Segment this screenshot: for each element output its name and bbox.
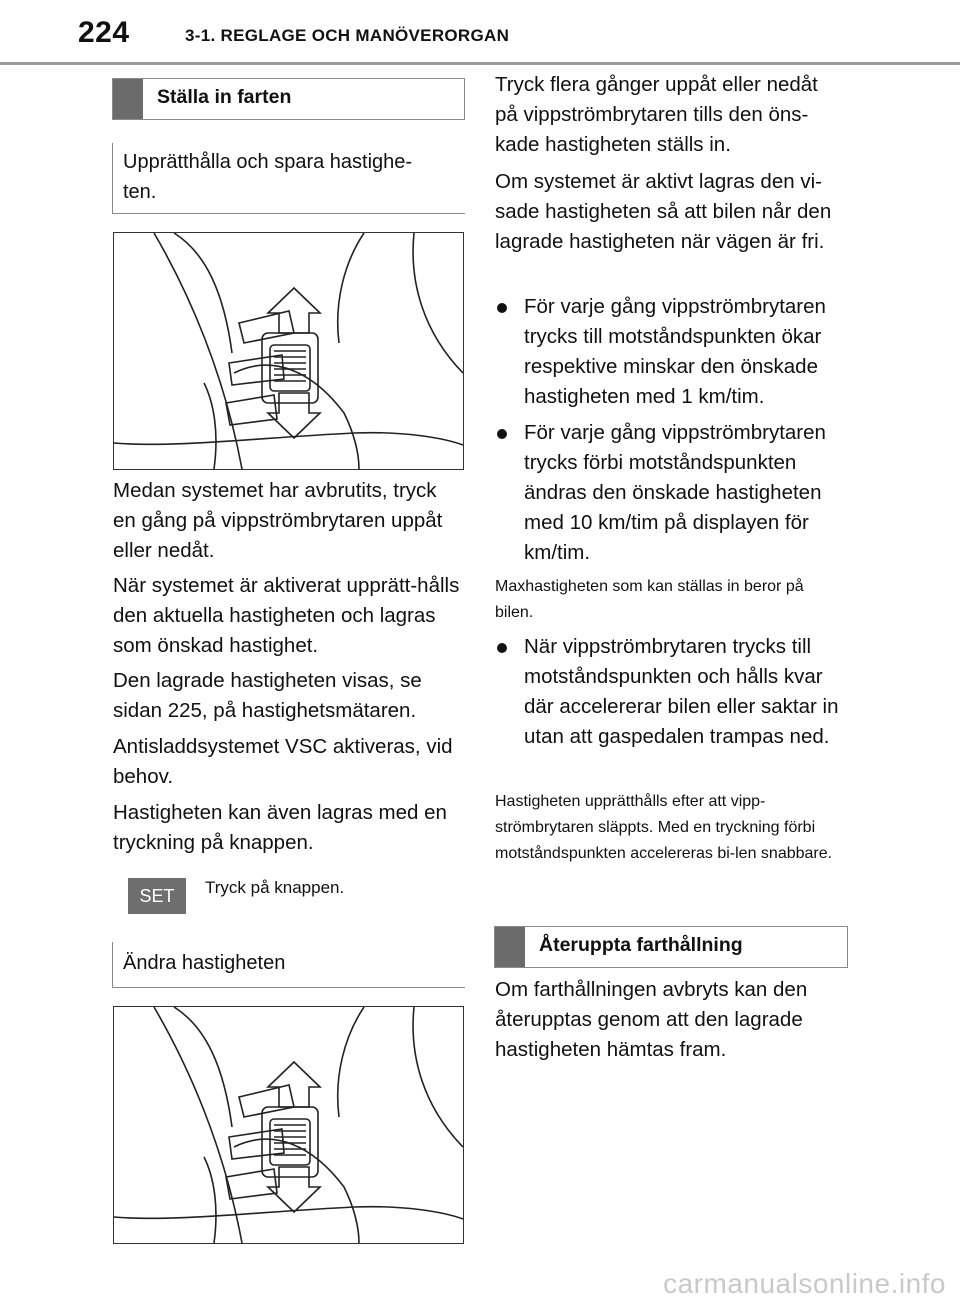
subheading-maintain-speed [112,143,465,214]
page-number: 224 [78,16,130,49]
left-paragraph-5: Hastigheten kan även lagras med en tryckning på knappen. [113,801,447,854]
section-header-ateruppta [494,926,848,968]
left-paragraph-3: Den lagrade hastigheten visas, se sidan 225, på hastighetsmätaren. [113,669,422,722]
steering-wheel-switch-figure-2 [113,1006,464,1244]
section-header-stalla-in-farten [112,78,465,120]
set-button-caption: Tryck på knappen. [205,878,345,897]
left-paragraph-1: Medan systemet har avbrutits, tryck en gång på vippströmbrytaren uppåt eller nedåt. [113,479,443,562]
right-paragraph-3: Om farthållningen avbryts kan den återupptas genom att den lagrade hastigheten hämtas fram. [495,978,808,1061]
bullet-dot-icon [497,429,507,439]
bullet-dot-icon [497,303,507,313]
right-paragraph-1: Tryck flera gånger uppåt eller nedåt på vippströmbrytaren tills den öns-kade hastigheten ställs in. [495,73,818,156]
section-tab [495,927,525,967]
watermark: carmanualsonline.info [663,1268,946,1299]
note-max-speed: Maxhastigheten som kan ställas in beror på bilen. [495,578,804,621]
steering-wheel-illustration [114,1007,463,1243]
bullet-text: För varje gång vippströmbrytaren trycks förbi motståndspunkten ändras den önskade hastigheten med 10 km/tim på displayen för km/tim. [524,421,826,564]
subheading-text: Ändra hastigheten [123,952,286,974]
header-divider [0,62,960,65]
section-title: Återuppta farthållning [539,934,743,956]
bullet-dot-icon [497,643,507,653]
left-paragraph-2: När systemet är aktiverat upprätt-hålls den aktuella hastigheten och lagras som önskad hastighet. [113,574,460,657]
subheading-text: Upprätthålla och spara hastighe- ten. [123,151,413,203]
section-title: Ställa in farten [157,86,292,108]
bullet-text: För varje gång vippströmbrytaren trycks till motståndspunkten ökar respektive minskar den önskade hastigheten med 1 km/tim. [524,295,826,408]
steering-wheel-switch-figure-1 [113,232,464,470]
subheading-change-speed [112,942,465,988]
bullet-text: När vippströmbrytaren trycks till motståndspunkten och hålls kvar där accelererar bilen eller saktar in utan att gaspedalen trampas ned. [524,635,839,748]
chapter-title: 3-1. REGLAGE OCH MANÖVERORGAN [185,26,510,45]
note-speed-maintained: Hastigheten upprätthålls efter att vipp-strömbrytaren släppts. Med en tryckning förbi motståndspunkten accelereras bi-len snabbare. [495,793,833,862]
right-paragraph-2: Om systemet är aktivt lagras den vi-sade hastigheten så att bilen når den lagrade hastigheten när vägen är fri. [495,170,832,253]
set-button-badge: SET [128,878,186,914]
section-tab [113,79,143,119]
left-paragraph-4: Antisladdsystemet VSC aktiveras, vid behov. [113,735,453,788]
steering-wheel-illustration [114,233,463,469]
